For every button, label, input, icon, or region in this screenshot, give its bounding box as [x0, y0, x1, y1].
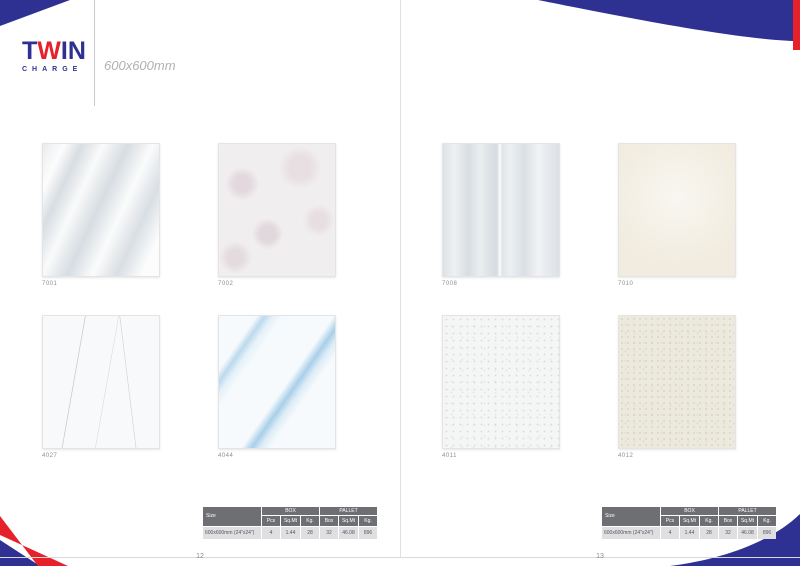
- spec-group-header: PALLET: [719, 507, 776, 515]
- spec-value: 1.44: [680, 527, 699, 539]
- spec-value: 46.08: [339, 527, 358, 539]
- tile-code: 7001: [42, 281, 58, 287]
- spec-subcol-header: Sq.Mt: [680, 516, 699, 526]
- tile-swatch: [618, 143, 736, 277]
- spec-subcol-header: Box: [719, 516, 737, 526]
- brand-letter-accent: W: [37, 37, 61, 65]
- spec-group-header: PALLET: [320, 507, 377, 515]
- spec-value: 28: [700, 527, 718, 539]
- tile-swatch: [442, 315, 560, 449]
- spec-value: 28: [301, 527, 319, 539]
- tile-swatch: [218, 315, 336, 449]
- tile-swatch: [618, 315, 736, 449]
- spec-size-header: Size: [203, 507, 261, 526]
- tile-code: 7008: [442, 281, 458, 287]
- spec-subcol-header: Kg.: [301, 516, 319, 526]
- spec-value: 4: [262, 527, 280, 539]
- tile-swatch: [42, 315, 160, 449]
- tile-code: 4044: [218, 453, 234, 459]
- spec-subcol-header: Sq.Mt: [281, 516, 300, 526]
- spec-value: 896: [758, 527, 776, 539]
- spec-subcol-header: Box: [320, 516, 338, 526]
- spec-size-value: 600x600mm (24"x24"): [203, 527, 261, 539]
- tile-code: 4027: [42, 453, 58, 459]
- packing-spec-table: [602, 507, 776, 539]
- tile-code: 4012: [618, 453, 634, 459]
- brand-subtitle: CHARGE: [22, 66, 83, 73]
- brand-letter: T: [22, 37, 38, 65]
- spec-group-header: BOX: [661, 507, 718, 515]
- spec-subcol-header: Pcs: [661, 516, 679, 526]
- brand-letters: IN: [60, 37, 86, 65]
- packing-spec-table: [203, 507, 377, 539]
- spec-value: 4: [661, 527, 679, 539]
- tile-swatch: [218, 143, 336, 277]
- page-number: 12: [196, 553, 204, 560]
- spec-size-header: Size: [602, 507, 660, 526]
- spec-subcol-header: Kg.: [700, 516, 718, 526]
- spec-subcol-header: Kg.: [359, 516, 377, 526]
- spec-subcol-header: Kg.: [758, 516, 776, 526]
- tile-code: 7010: [618, 281, 634, 287]
- spec-value: 32: [320, 527, 338, 539]
- spec-value: 32: [719, 527, 737, 539]
- series-size-label: 600x600mm: [104, 58, 176, 73]
- spec-value: 46.08: [738, 527, 757, 539]
- page-number: 13: [596, 553, 604, 560]
- spec-subcol-header: Pcs: [262, 516, 280, 526]
- spec-value: 1.44: [281, 527, 300, 539]
- tile-swatch: [442, 143, 560, 277]
- spec-value: 896: [359, 527, 377, 539]
- page-right: [400, 0, 800, 566]
- spec-size-value: 600x600mm (24"x24"): [602, 527, 660, 539]
- spec-subcol-header: Sq.Mt: [738, 516, 757, 526]
- tile-code: 4011: [442, 453, 457, 459]
- tile-swatch: [42, 143, 160, 277]
- spec-group-header: BOX: [262, 507, 319, 515]
- tile-code: 7002: [218, 281, 234, 287]
- spec-subcol-header: Sq.Mt: [339, 516, 358, 526]
